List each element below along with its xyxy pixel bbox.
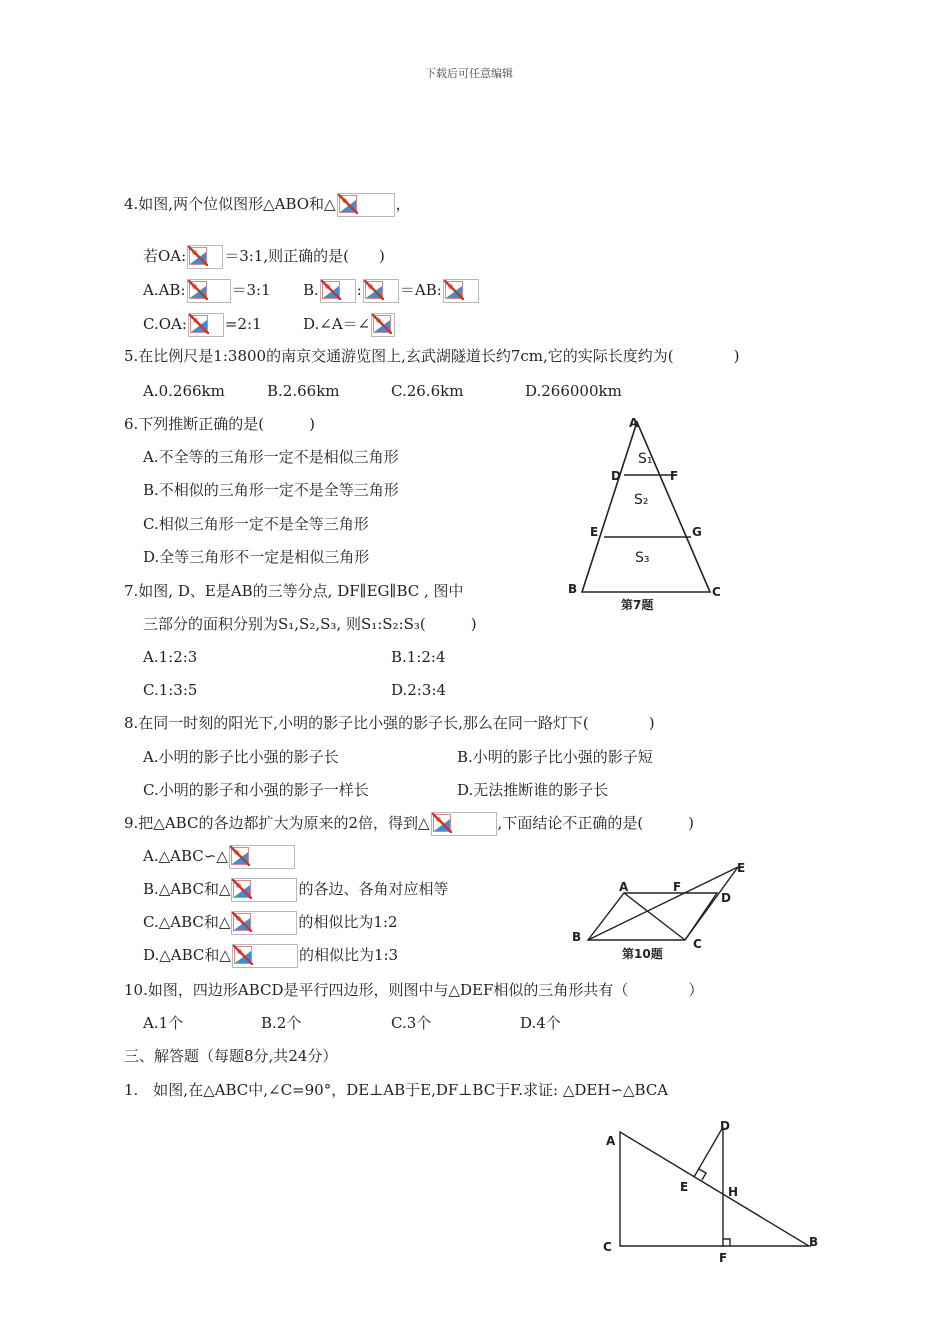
- fig7-label-c: C: [712, 585, 721, 599]
- fig-p1-segment-de: [694, 1127, 723, 1177]
- fig10-segment-ac: [624, 893, 685, 940]
- fig-p1-label-f: F: [719, 1251, 728, 1265]
- q9-option-c: [143, 909, 398, 935]
- missing-image-icon: [232, 944, 298, 968]
- missing-image-icon: [188, 313, 224, 337]
- q4-line1-text: 4.如图,两个位似图形△ABO和△: [124, 195, 336, 213]
- missing-image-icon: [187, 245, 223, 269]
- fig-p1-label-e: E: [680, 1180, 689, 1194]
- q10-option-b: B.2个: [261, 1014, 302, 1032]
- q9-stem-a: 9.把△ABC的各边都扩大为原来的2倍，得到△: [124, 814, 430, 832]
- fig-p1-label-h: H: [728, 1185, 739, 1199]
- fig-p1-label-a: A: [606, 1134, 616, 1148]
- q5-option-c: C.26.6km: [391, 382, 464, 400]
- fig7-label-s3: S₃: [635, 550, 650, 566]
- q5-option-d: D.266000km: [525, 382, 622, 400]
- figure-problem1: [595, 1115, 835, 1275]
- q4-option-b: [303, 278, 480, 303]
- fig7-label-s2: S₂: [634, 492, 649, 508]
- fig10-label-e: E: [737, 861, 746, 875]
- fig10-label-c: C: [693, 937, 702, 951]
- q5-option-b: B.2.66km: [267, 382, 340, 400]
- q6-option-b: B.不相似的三角形一定不是全等三角形: [143, 481, 399, 499]
- q9-stem-b: ,下面结论不正确的是( ): [497, 814, 695, 832]
- fig7-label-d: D: [611, 469, 621, 483]
- q4-optc-2: =2:1: [224, 315, 262, 333]
- fig7-label-f: F: [670, 469, 679, 483]
- missing-image-icon: [443, 279, 479, 303]
- q9-optc-b: 的相似比为1:2: [298, 913, 398, 931]
- q7-option-b: B.1:2:4: [391, 648, 446, 666]
- fig10-label-b: B: [572, 930, 582, 944]
- q8-option-c: C.小明的影子和小强的影子一样长: [143, 781, 369, 799]
- q4-option-d: [303, 312, 396, 337]
- q9-option-d: [143, 942, 398, 968]
- problem1-stem: 1. 如图,在△ABC中,∠C=90°，DE⊥AB于E,DF⊥BC于F.求证: △DEH∽△BCA: [124, 1081, 669, 1099]
- q6-option-a: A.不全等的三角形一定不是相似三角形: [143, 448, 399, 466]
- missing-image-icon: [337, 193, 395, 217]
- q9-option-b: [143, 876, 449, 902]
- q10-option-d: D.4个: [520, 1014, 561, 1032]
- missing-image-icon: [231, 878, 297, 902]
- q7-option-a: A.1:2:3: [143, 648, 198, 666]
- q7-option-c: C.1:3:5: [143, 681, 198, 699]
- q4-optb-2: :: [356, 281, 362, 299]
- q4-line1: [124, 191, 411, 217]
- q4-optb-1: B.: [303, 281, 319, 299]
- fig7-label-g: G: [692, 525, 702, 539]
- fig10-segment-be: [588, 867, 738, 940]
- q4-option-c: [143, 312, 262, 337]
- q5-option-a: A.0.266km: [143, 382, 225, 400]
- fig10-label-d: D: [721, 891, 731, 905]
- q9-optd-b: 的相似比为1:3: [298, 946, 399, 964]
- fig-p1-label-c: C: [603, 1240, 612, 1254]
- q9-stem: [124, 810, 694, 836]
- q10-stem: 10.如图，四边形ABCD是平行四边形，则图中与△DEF相似的三角形共有（ ）: [124, 981, 704, 999]
- q4-option-a: [143, 278, 271, 303]
- q9-optc-a: C.△ABC和△: [143, 913, 231, 931]
- fig10-caption: 第10题: [622, 947, 663, 961]
- q4-line1-end: ，: [395, 195, 411, 213]
- fig7-label-b: B: [568, 582, 578, 596]
- missing-image-icon: [431, 812, 497, 836]
- q4-line2-a: 若OA:: [143, 247, 187, 265]
- q5-stem: 5.在比例尺是1:3800的南京交通游览图上,玄武湖隧道长约7cm,它的实际长度约为( ): [124, 347, 740, 365]
- figure-q7-triangle: [560, 410, 750, 615]
- fig7-label-e: E: [590, 525, 599, 539]
- q4-optb-3: ＝AB:: [399, 281, 442, 299]
- missing-image-icon: [371, 313, 395, 337]
- q4-optc-1: C.OA:: [143, 315, 187, 333]
- fig10-label-f: F: [673, 880, 682, 894]
- q9-optd-a: D.△ABC和△: [143, 946, 231, 964]
- missing-image-icon: [231, 911, 297, 935]
- fig-p1-triangle-abc: [620, 1132, 809, 1246]
- section3-title: 三、解答题（每题8分,共24分）: [124, 1047, 338, 1065]
- q8-option-b: B.小明的影子比小强的影子短: [457, 748, 653, 766]
- fig10-parallelogram-abcd: [588, 893, 717, 940]
- q6-option-d: D.全等三角形不一定是相似三角形: [143, 548, 370, 566]
- q4-optd-1: D.∠A＝∠: [303, 315, 371, 333]
- missing-image-icon: [187, 279, 231, 303]
- fig7-caption: 第7题: [621, 598, 654, 612]
- missing-image-icon: [229, 845, 295, 869]
- fig7-label-a: A: [629, 416, 639, 430]
- q4-opta-2: ＝3:1: [231, 281, 271, 299]
- q10-option-c: C.3个: [391, 1014, 432, 1032]
- q8-option-d: D.无法推断谁的影子长: [457, 781, 609, 799]
- missing-image-icon: [363, 279, 399, 303]
- q8-stem: 8.在同一时刻的阳光下,小明的影子比小强的影子长,那么在同一路灯下( ): [124, 714, 655, 732]
- fig-p1-right-angle-f: [723, 1239, 730, 1246]
- figure-q10-parallelogram: [560, 855, 760, 965]
- fig7-label-s1: S₁: [638, 451, 653, 467]
- missing-image-icon: [320, 279, 356, 303]
- q9-option-a: [143, 843, 296, 869]
- q9-optb-b: 的各边、各角对应相等: [298, 880, 449, 898]
- fig-p1-label-d: D: [720, 1119, 730, 1133]
- q8-option-a: A.小明的影子比小强的影子长: [143, 748, 339, 766]
- q6-stem: 6.下列推断正确的是( ): [124, 415, 316, 433]
- q6-option-c: C.相似三角形一定不是全等三角形: [143, 515, 369, 533]
- q9-optb-a: B.△ABC和△: [143, 880, 231, 898]
- q9-opta-text: A.△ABC∽△: [143, 847, 228, 865]
- fig10-label-a: A: [619, 880, 629, 894]
- q7-option-d: D.2:3:4: [391, 681, 446, 699]
- q4-line2-b: ＝3:1,则正确的是( ): [224, 247, 385, 265]
- q4-line2: [143, 244, 385, 269]
- fig-p1-right-angle-e: [699, 1169, 706, 1180]
- q10-option-a: A.1个: [143, 1014, 184, 1032]
- q7-stem-line1: 7.如图, D、E是AB的三等分点, DF∥EG∥BC , 图中: [124, 582, 464, 600]
- q7-stem-line2: 三部分的面积分别为S₁,S₂,S₃, 则S₁:S₂:S₃( ): [143, 615, 477, 633]
- q4-opta-1: A.AB:: [143, 281, 186, 299]
- fig-p1-label-b: B: [809, 1235, 819, 1249]
- page-header-note: 下载后可任意编辑: [425, 67, 513, 80]
